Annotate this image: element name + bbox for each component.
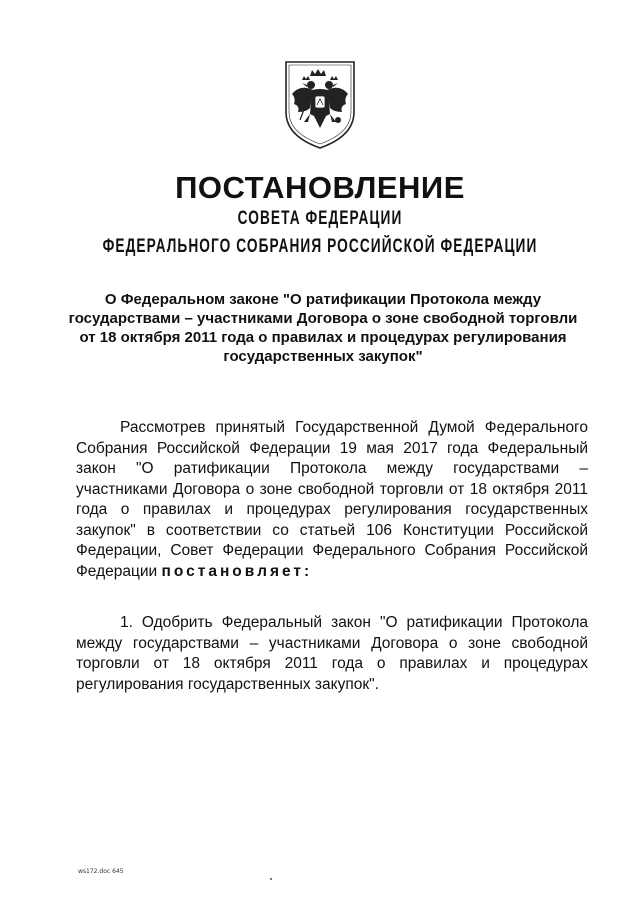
issuer-line-2: ФЕДЕРАЛЬНОГО СОБРАНИЯ РОССИЙСКОЙ ФЕДЕРАЦИИ — [102, 236, 538, 257]
document-heading: О Федеральном законе "О ратификации Протокола между государствами – участниками Договора о зоне свободной торговли от 18 октября 2011 года о правилах и процедурах регулирования государственных закупок" — [68, 291, 578, 365]
paragraph-2-text: 1. Одобрить Федеральный закон "О ратификации Протокола между государствами – участниками Договора о зоне свободной торговли от 18 октября 2011 года о правилах и процедурах регулирования государственных закупок". — [76, 614, 588, 693]
page-mark — [270, 878, 272, 880]
resolution-keyword: постановляет: — [161, 562, 313, 580]
file-code: ws172.doc 645 — [78, 868, 124, 875]
document-type-title: ПОСТАНОВЛЕНИЕ — [175, 170, 465, 205]
russian-coat-of-arms-icon — [280, 58, 360, 150]
body-paragraph-2 — [76, 613, 588, 695]
body-paragraph-1 — [76, 418, 588, 582]
issuer-line-1: СОВЕТА ФЕДЕРАЦИИ — [237, 208, 403, 229]
paragraph-1-text: Рассмотрев принятый Государственной Думой Федерального Собрания Российской Федерации 19 мая 2017 года Федеральный закон "О ратификации Протокола между государствами – участниками Договора о зоне свободной торговли от 18 октября 2011 года о правилах и процедурах регулирования государственных закупок" в соответствии со статьей 106 Конституции Российской Федерации, Совет Федерации Федерального Собрания Российской Федерации — [76, 419, 588, 580]
